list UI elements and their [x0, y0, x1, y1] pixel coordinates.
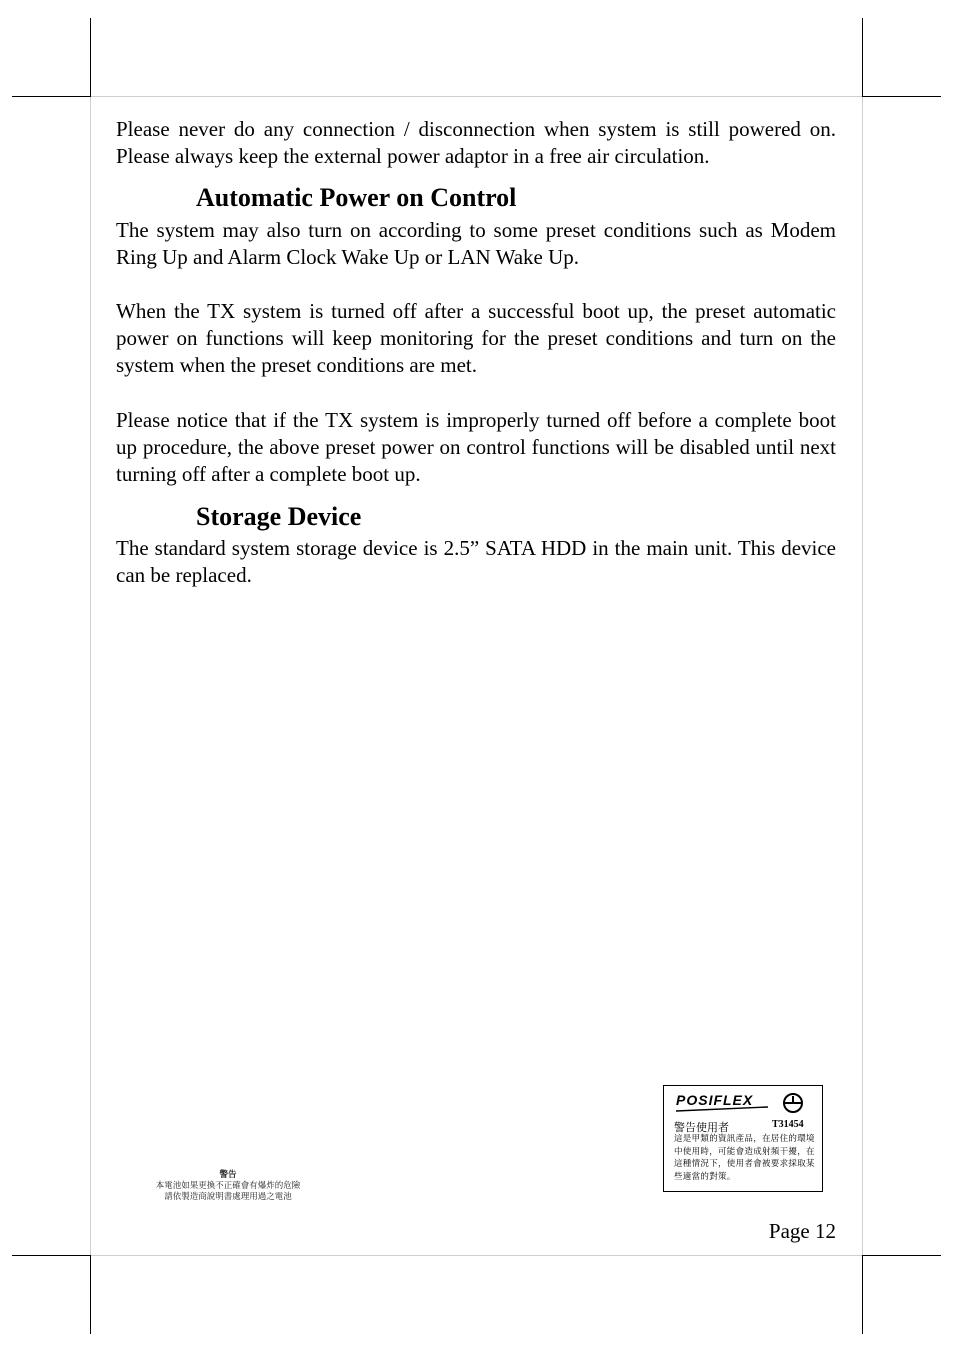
posiflex-logo: POSIFLEX — [676, 1092, 754, 1108]
certification-code: T31454 — [772, 1119, 804, 1130]
trim-line — [90, 97, 91, 1255]
battery-warning-title: 警告 — [219, 1170, 237, 1180]
crop-mark — [90, 1256, 91, 1334]
crop-mark — [862, 1255, 941, 1256]
crop-mark — [90, 18, 91, 96]
heading-storage-device: Storage Device — [196, 502, 362, 531]
battery-warning-line: 本電池如果更換不正確會有爆炸的危險 — [155, 1181, 301, 1191]
compliance-label — [663, 1085, 823, 1192]
page-number: Page 12 — [768, 1219, 836, 1243]
battery-warning — [140, 1170, 316, 1203]
battery-warning-line: 請依製造商說明書處理用過之電池 — [164, 1192, 292, 1202]
crop-mark — [12, 1255, 91, 1256]
paragraph-preset-conditions: The system may also turn on according to some preset conditions such as Modem Ring Up and Alarm Clock Wake Up or LAN Wake Up. — [116, 218, 836, 269]
paragraph-improper-shutdown: Please notice that if the TX system is improperly turned off before a complete boot up procedure, the above preset power on control functions will be disabled until next turning off after a complete boot up. — [116, 408, 836, 486]
certification-mark-icon — [782, 1092, 804, 1114]
logo-swoosh-icon — [676, 1106, 768, 1112]
crop-mark — [862, 18, 863, 96]
paragraph-monitoring: When the TX system is turned off after a successful boot up, the preset automatic power on functions will keep monitoring for the preset conditions and turn on the system when the preset conditions are met. — [116, 299, 836, 377]
crop-mark — [12, 96, 91, 97]
paragraph-adaptor-warning: Please never do any connection / disconnection when system is still powered on. Please always keep the external power adaptor in a free air circulation. — [116, 117, 836, 168]
paragraph-storage: The standard system storage device is 2.5” SATA HDD in the main unit. This device can be replaced. — [116, 536, 836, 587]
crop-mark — [862, 96, 941, 97]
trim-line — [91, 1255, 862, 1256]
trim-line — [91, 96, 862, 97]
emi-warning-text: 這是甲類的資訊產品，在居住的環境中使用時，可能會造成射頻干擾，在這種情況下，使用者會被要求採取某些適當的對策。 — [674, 1134, 815, 1182]
crop-mark — [862, 1256, 863, 1334]
user-warning-title: 警告使用者 — [674, 1121, 729, 1134]
heading-automatic-power: Automatic Power on Control — [196, 183, 517, 212]
trim-line — [862, 97, 863, 1255]
